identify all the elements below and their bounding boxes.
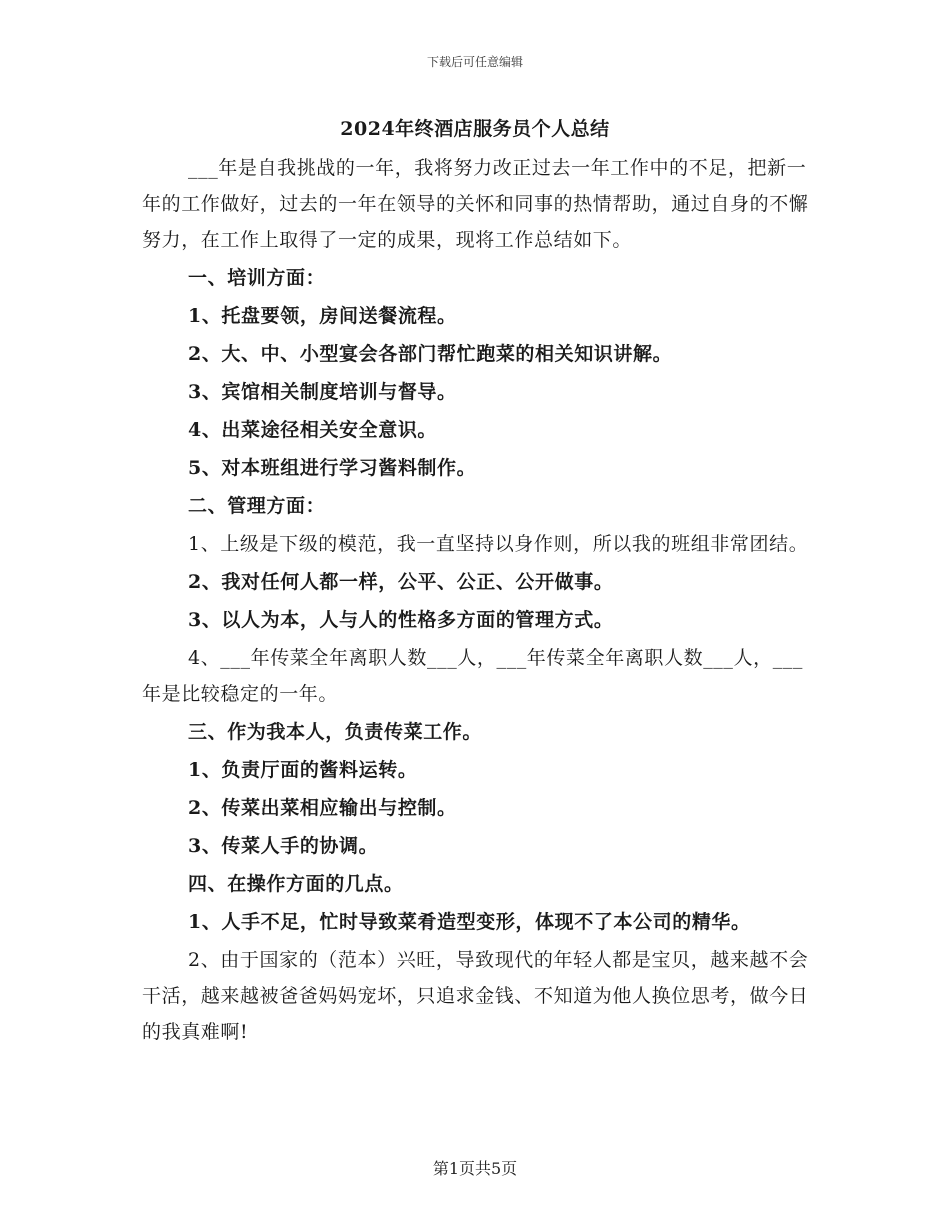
- header-note: 下载后可任意编辑: [426, 55, 523, 69]
- paragraph: 4、出菜途径相关安全意识。: [188, 419, 438, 441]
- paragraph: 三、作为我本人，负责传菜工作。: [188, 721, 483, 743]
- paragraph: 3、宾馆相关制度培训与督导。: [188, 381, 457, 403]
- paragraph: 1、负责厅面的酱料运转。: [188, 759, 418, 781]
- paragraph: 四、在操作方面的几点。: [188, 873, 404, 895]
- paragraph: 1、人手不足，忙时导致菜肴造型变形，体现不了本公司的精华。: [188, 911, 751, 933]
- paragraph: 1、托盘要领，房间送餐流程。: [188, 305, 457, 327]
- document-body: [142, 150, 822, 1052]
- paragraph: 2、我对任何人都一样，公平、公正、公开做事。: [188, 571, 614, 593]
- paragraph: 3、传菜人手的协调。: [188, 835, 379, 857]
- paragraph: 2、由于国家的（范本）兴旺，导致现代的年轻人都是宝贝，越来越不会干活，越来越被爸爸妈妈宠坏，只追求金钱、不知道为他人换位思考，做今日的我真难啊!: [142, 949, 809, 1043]
- paragraph: 一、培训方面：: [188, 267, 326, 289]
- paragraph: 2、大、中、小型宴会各部门帮忙跑菜的相关知识讲解。: [188, 343, 673, 365]
- paragraph: 2、传菜出菜相应输出与控制。: [188, 797, 457, 819]
- paragraph: 3、以人为本，人与人的性格多方面的管理方式。: [188, 609, 614, 631]
- page-footer: 第1页共5页: [432, 1159, 518, 1178]
- paragraph: 4、___年传菜全年离职人数___人，___年传菜全年离职人数___人，___年是比较稳定的一年。: [142, 647, 803, 705]
- document-title: 2024年终酒店服务员个人总结: [340, 118, 610, 140]
- paragraph: 二、管理方面：: [188, 495, 326, 517]
- paragraph: 1、上级是下级的模范，我一直坚持以身作则，所以我的班组非常团结。: [188, 533, 809, 555]
- paragraph: ___年是自我挑战的一年，我将努力改正过去一年工作中的不足，把新一年的工作做好，过去的一年在领导的关怀和同事的热情帮助，通过自身的不懈努力，在工作上取得了一定的成果，现将工作总结如下。: [142, 157, 809, 251]
- paragraph: 5、对本班组进行学习酱料制作。: [188, 457, 477, 479]
